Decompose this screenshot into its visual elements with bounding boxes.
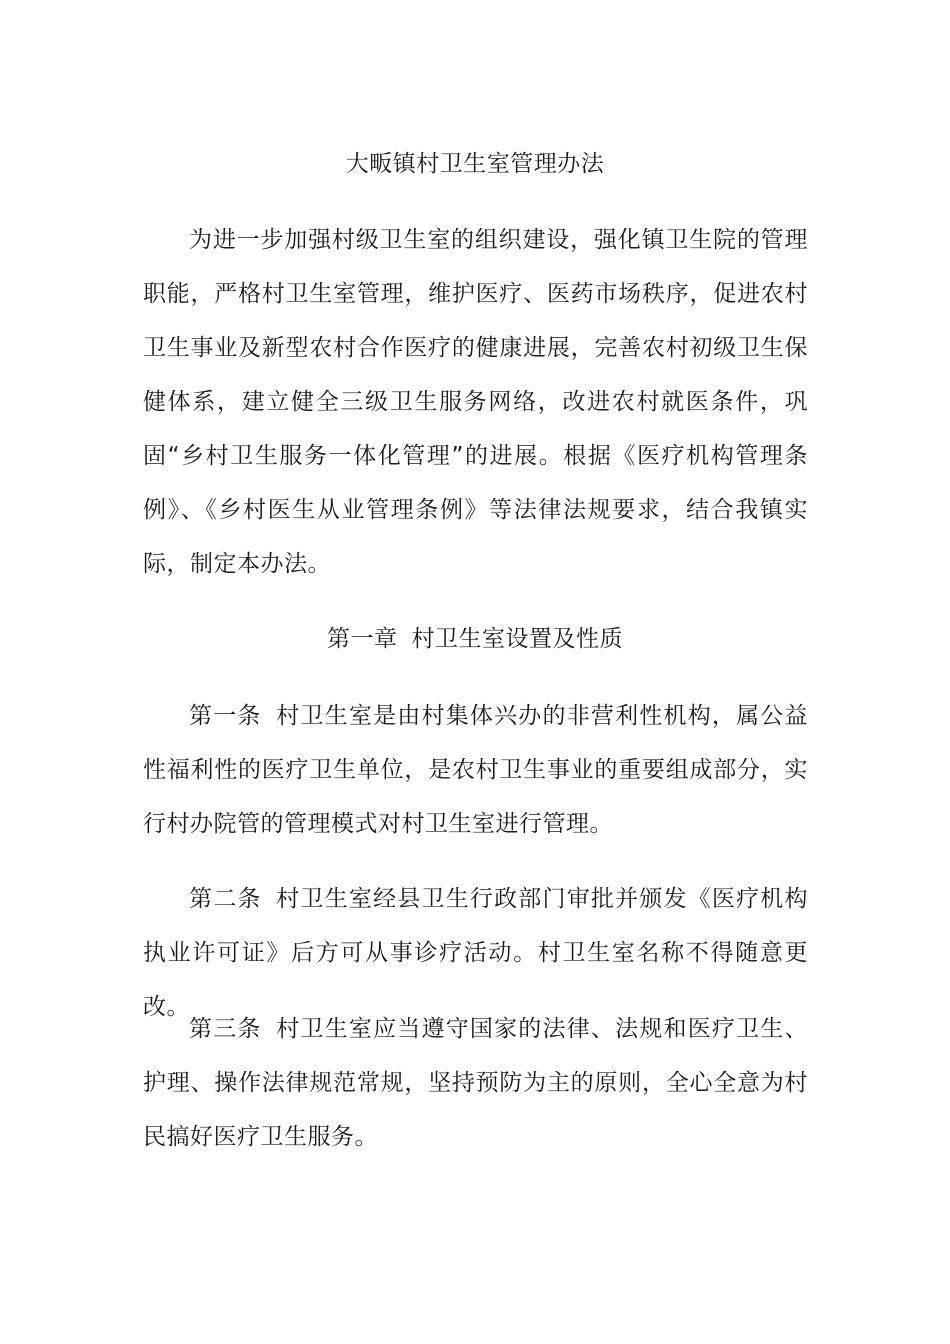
chapter-heading	[0, 621, 950, 657]
article-3	[143, 1002, 808, 1164]
article-1-number: 第一条	[189, 703, 262, 729]
article-2-text: 村卫生室经县卫生行政部门审批并颁发《医疗机构执业许可证》后方可从事诊疗活动。村卫生室名称不得随意更改。	[143, 886, 809, 1020]
document-title: 大畈镇村卫生室管理办法	[345, 151, 605, 177]
intro-paragraph: 为进一步加强村级卫生室的组织建设，强化镇卫生院的管理职能，严格村卫生室管理，维护医疗、医药市场秩序，促进农村卫生事业及新型农村合作医疗的健康进展，完善农村初级卫生保健体系，建立健全三级卫生服务网络，改进农村就医条件，巩固“乡村卫生服务一体化管理”的进展。根据《医疗机构管理条例》、《乡村医生从业管理条例》等法律法规要求，结合我镇实际，制定本办法。	[143, 227, 808, 577]
article-1-text: 村卫生室是由村集体兴办的非营利性机构，属公益性福利性的医疗卫生单位，是农村卫生事业的重要组成部分，实行村办院管的管理模式对村卫生室进行管理。	[143, 703, 809, 837]
article-3-text: 村卫生室应当遵守国家的法律、法规和医疗卫生、护理、操作法律规范常规，坚持预防为主的原则，全心全意为村民搞好医疗卫生服务。	[143, 1016, 809, 1150]
chapter-name: 村卫生室设置及性质	[411, 626, 623, 652]
article-1	[143, 689, 808, 851]
article-2-number: 第二条	[189, 886, 262, 912]
chapter-number: 第一章	[327, 626, 398, 652]
article-3-number: 第三条	[189, 1016, 262, 1042]
